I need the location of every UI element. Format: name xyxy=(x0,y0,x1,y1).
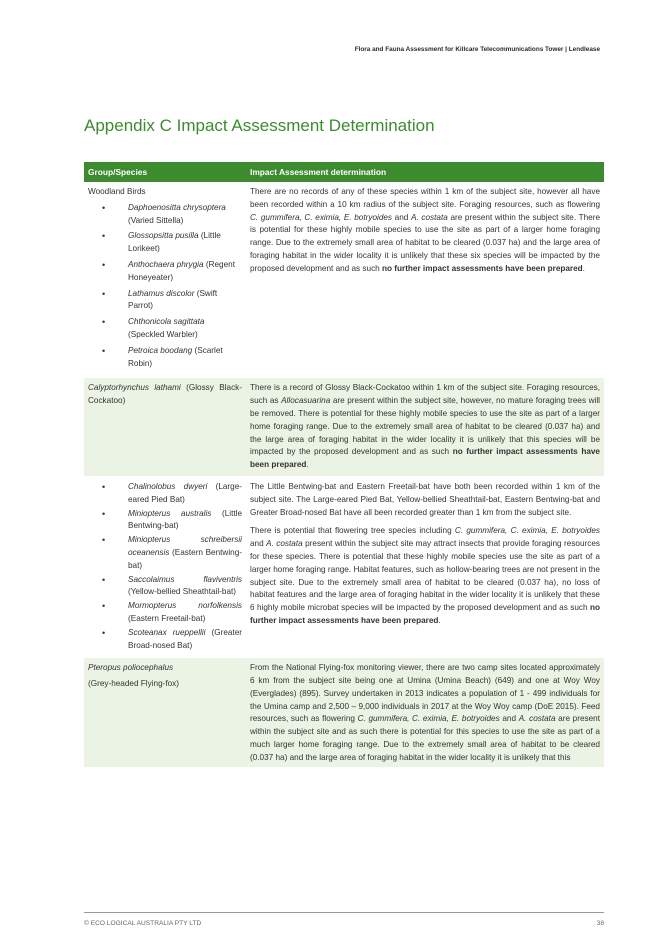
determination-cell xyxy=(246,182,604,378)
species-list xyxy=(88,202,242,371)
list-item xyxy=(102,259,242,285)
impact-assessment-table xyxy=(84,162,604,768)
text-run: There are no records of any of these species within 1 km of the subject site, however all have been recorded within a 10 km radius of the subject site. Foraging resources, such as flowering xyxy=(250,187,600,209)
text-run: are present within the subject site, however, no mature foraging trees will be removed. There is potential for these highly mobile species to use the site as part of a larger home foraging range. Due to the extremely small area of habitat to be cleared (0.037 ha) and the large area of foraging habitat in the wider locality it is unlikely that this species will be impacted by the proposed development and as such xyxy=(250,396,601,457)
text-run: . xyxy=(306,460,309,470)
text-run: and xyxy=(499,714,519,724)
text-run: present within the subject site may attract insects that provide foraging resources for these species. There is potential that these highly mobile species use the site as part of a larger home foraging range. Habitat features, such as hollow-bearing trees are not present in the subject site. Due to the extremely small area of habitat to be cleared (0.037 ha), no loss of habitat features and the large area of foraging habitat in the wider locality it is unlikely that these 6 highly mobile microbat species will be impacted by the proposed development and as such xyxy=(250,539,600,613)
table-row xyxy=(84,182,604,378)
group-cell xyxy=(84,658,246,767)
text-run-italic: A. costata xyxy=(266,539,303,549)
text-run-italic: A. costata xyxy=(518,714,556,724)
footer-divider xyxy=(84,912,604,913)
species-common-name: (Large-eared Pied Bat) xyxy=(128,481,242,504)
group-label: Woodland Birds xyxy=(88,187,146,196)
species-common-name: (Grey-headed Flying-fox) xyxy=(88,679,180,689)
determination-text: The Little Bentwing-bat and Eastern Freetail-bat have both been recorded within 1 km of the subject site. The Large-eared Pied Bat, Yellow-bellied Sheathtail-bat, Eastern Bentwing-bat and Greater Broad-nosed Bat have all been recorded greater than 1 km from the subject site. xyxy=(250,481,600,517)
text-run: and xyxy=(392,212,411,222)
species-common-name: (Regent Honeyeater) xyxy=(128,259,235,282)
list-item xyxy=(102,600,242,626)
text-run: are present within the subject site. There is potential for these highly mobile species to use the site as part of a larger home foraging range. Due to the extremely small area of habitat to be cleared (0.037 ha) and the large area of foraging habitat in the wider locality it is unlikely that these six species will be impacted by the proposed development and as such xyxy=(250,212,600,273)
species-common-name: (Swift Parrot) xyxy=(128,288,218,311)
text-run: From the National Flying-fox monitoring viewer, there are two camp sites located approximately 6 km from the subject site being one at Umina (Umina Beach) (649) and one at Woy Woy (Everglades) (895). Survey undertaken in 2013 indicates a population of 1 - 499 individuals for the Umina camp and 2,500 – 9,000 individuals in 2017 at the Woy Woy camp (DoE 2015). Feed resources, such as flowering xyxy=(250,663,600,724)
table-row xyxy=(84,378,604,477)
list-item xyxy=(102,345,242,371)
text-run-italic: Allocasuarina xyxy=(281,396,331,406)
text-run: . xyxy=(582,263,585,273)
species-scientific-name: Pteropus poliocephalus xyxy=(88,663,174,673)
species-scientific-name: Daphoenositta chrysoptera xyxy=(128,202,226,212)
species-scientific-name: Lathamus discolor xyxy=(128,288,195,298)
species-scientific-name: Calyptorhynchus lathami xyxy=(88,383,181,393)
species-scientific-name: Chthonicola sagittata xyxy=(128,317,205,327)
footer-copyright: © ECO LOGICAL AUSTRALIA PTY LTD xyxy=(84,920,202,927)
running-header: Flora and Fauna Assessment for Killcare Telecommunications Tower | Lendlease xyxy=(354,46,600,53)
species-scientific-name: Miniopterus schreibersii oceanensis xyxy=(128,535,242,557)
determination-cell xyxy=(246,658,604,767)
species-common-name: (Little Lorikeet) xyxy=(128,231,221,254)
table-row xyxy=(84,476,604,657)
table-header-row xyxy=(84,162,604,182)
column-header-group: Group/Species xyxy=(84,162,246,182)
text-run: . xyxy=(438,615,441,625)
text-run: There is a record of Glossy Black-Cockatoo within 1 km of the subject site. Foraging resources, such as xyxy=(250,383,600,406)
species-common-name: (Little Bentwing-bat) xyxy=(128,508,242,531)
species-scientific-name: Mormopterus norfolkensis xyxy=(128,601,242,611)
list-item xyxy=(102,230,242,256)
determination-cell xyxy=(246,476,604,657)
determination-text xyxy=(250,525,600,627)
list-item xyxy=(102,481,242,507)
list-item xyxy=(102,534,242,572)
determination-text xyxy=(250,382,600,472)
determination-cell xyxy=(246,378,604,477)
list-item xyxy=(102,316,242,342)
text-run: and xyxy=(250,539,267,549)
text-run: are present within the subject site and as such there is potential for this species to use the site as part of a much larger home foraging range. Due to the extremely small area of habitat to be cleared (0.037 ha) and the large area of foraging habitat in the wider locality it is unlikely that this xyxy=(250,714,600,762)
text-run-bold: no further impact assessments have been prepared xyxy=(250,447,600,470)
species-common-name: (Varied Sittella) xyxy=(128,215,184,225)
group-cell xyxy=(84,182,246,378)
species-list xyxy=(88,481,242,652)
determination-text xyxy=(250,662,600,764)
species-scientific-name: Saccolaimus flaviventris xyxy=(128,574,242,584)
species-scientific-name: Miniopterus australis xyxy=(128,508,212,518)
column-header-determination: Impact Assessment determination xyxy=(246,162,604,182)
text-run-italic: C. gummifera, C. eximia, E. botryoides xyxy=(357,714,500,724)
species-scientific-name: Glossopsitta pusilla xyxy=(128,231,199,241)
species-common-name: (Greater Broad-nosed Bat) xyxy=(128,627,242,650)
species-scientific-name: Anthochaera phrygia xyxy=(128,259,204,269)
list-item xyxy=(102,202,242,228)
list-item xyxy=(102,288,242,314)
text-run-italic: A. costata xyxy=(411,212,448,222)
species-common-name: (Speckled Warbler) xyxy=(128,329,198,339)
species-common-name: (Glossy Black-Cockatoo) xyxy=(88,383,242,406)
list-item xyxy=(102,627,242,653)
text-run-italic: C. gummifera, C. eximia, E. botryoides xyxy=(250,212,393,222)
list-item xyxy=(102,508,242,534)
species-scientific-name: Scoteanax rueppellii xyxy=(128,627,206,637)
text-run-italic: C. gummifera, C. eximia, E. botryoides xyxy=(454,526,600,536)
species-scientific-name: Petroica boodang xyxy=(128,345,193,355)
table-row xyxy=(84,658,604,767)
page-title: Appendix C Impact Assessment Determination xyxy=(84,116,435,135)
page-number: 38 xyxy=(596,920,604,927)
group-cell xyxy=(84,476,246,657)
species-common-name: (Eastern Freetail-bat) xyxy=(128,613,206,623)
text-run-bold: no further impact assessments have been prepared xyxy=(250,603,600,625)
species-common-name: (Eastern Bentwing-bat) xyxy=(128,547,242,570)
determination-text xyxy=(250,186,600,276)
species-common-name: (Yellow-bellied Sheathtail-bat) xyxy=(128,587,237,597)
species-scientific-name: Chalinolobus dwyeri xyxy=(128,481,208,491)
species-common-name: (Scarlet Robin) xyxy=(128,345,223,368)
list-item xyxy=(102,574,242,600)
text-run-bold: no further impact assessments have been prepared xyxy=(382,263,583,273)
group-cell xyxy=(84,378,246,477)
text-run: There is potential that flowering tree species including xyxy=(250,526,455,536)
